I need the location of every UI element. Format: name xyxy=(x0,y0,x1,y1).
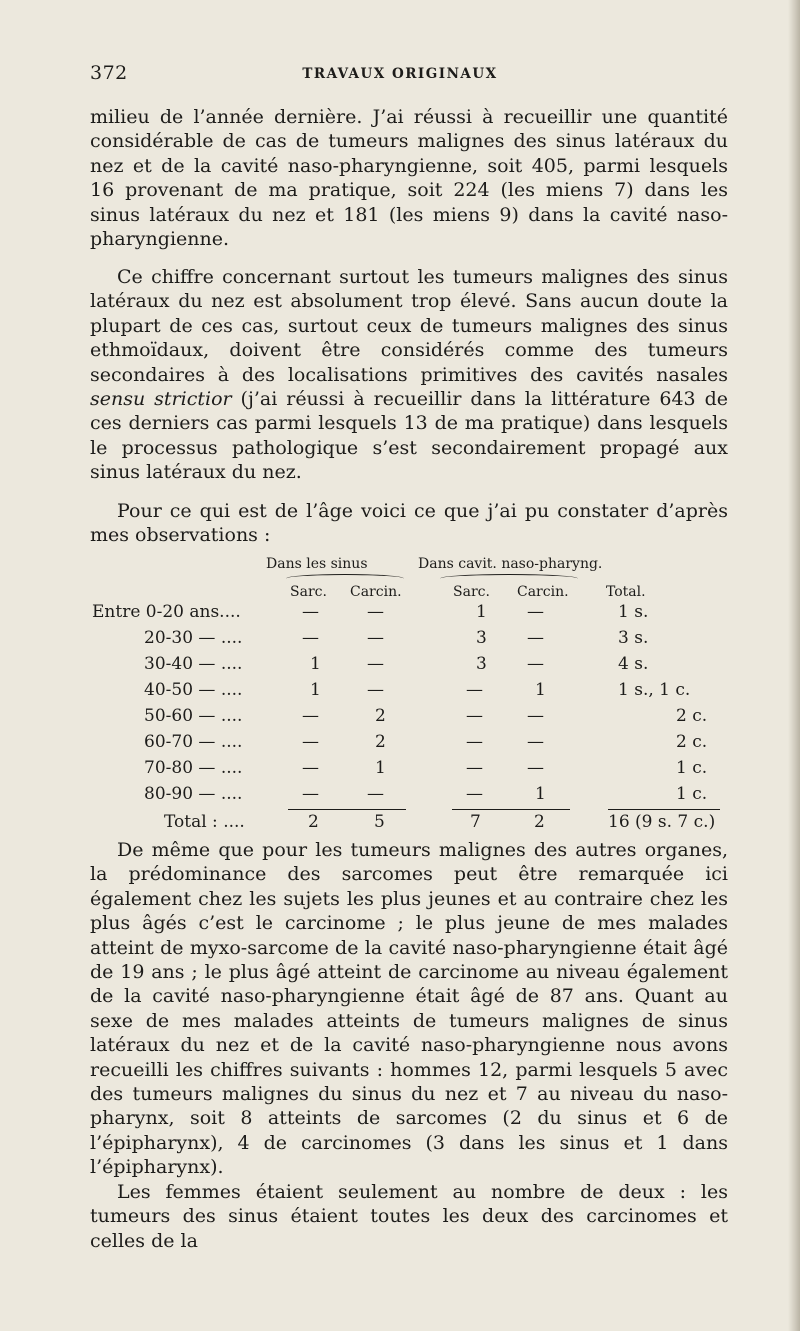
table-cell: — xyxy=(527,628,544,648)
table-cell: — xyxy=(466,784,483,804)
table-cell: 1 xyxy=(310,654,321,674)
table-total-cell: 7 xyxy=(470,812,481,832)
table-total-cell: 16 (9 s. 7 c.) xyxy=(608,812,716,832)
paragraph-2-main: Ce chiffre concernant surtout les tumeurs malignes des sinus latéraux du nez est absolument trop élevé. Sans aucun doute la plupart de ces cas, surtout ceux de tumeurs malignes des sinus ethmoïdaux, doivent être considérés comme des tumeurs secondaires à des localisations primitives des cavités nasales xyxy=(90,266,728,386)
table-cell: 3 s. xyxy=(618,628,649,648)
table-cell: 2 c. xyxy=(676,706,708,726)
table-row-label: 50-60 — .... xyxy=(144,706,243,726)
table-cell: 1 c. xyxy=(676,784,708,804)
table-total-cell: 2 xyxy=(534,812,545,832)
table-cell: — xyxy=(466,732,483,752)
table-cell: — xyxy=(302,784,319,804)
table-sub-header: Carcin. xyxy=(350,584,402,600)
table-total-cell: 2 xyxy=(308,812,319,832)
table-cell: — xyxy=(527,732,544,752)
table-sub-header: Carcin. xyxy=(517,584,569,600)
table-cell: — xyxy=(527,654,544,674)
paragraph-4: De même que pour les tumeurs malignes des autres organes, la prédominance des sarcomes peut être remarquée ici également chez les sujets les plus jeunes et au contraire chez les plus âgés c’est le carcinome ; le plus jeune de mes malades atteint de myxo-sarcome de la cavité naso-pharyngienne était âgé de 19 ans ; le plus âgé atteint de carcinome au niveau également de la cavité naso-pharyngienne était âgé de 87 ans. Quant au sexe de mes malades atteints de tumeurs malignes de sinus latéraux du nez et de la cavité naso-pharyngienne nous avons recueilli les chiffres suivants : hommes 12, parmi lesquels 5 avec des tumeurs malignes du sinus du nez et 7 au niveau du naso-pharynx, soit 8 atteints de sarcomes (2 du sinus et 6 de l’épipharynx), 4 de carcinomes (3 dans les sinus et 1 dans l’épipharynx). xyxy=(90,839,728,1179)
table-cell: — xyxy=(367,628,384,648)
table-cell: 2 xyxy=(375,706,386,726)
table-cell: — xyxy=(527,706,544,726)
table-cell: 3 xyxy=(476,628,487,648)
table-cell: 1 xyxy=(476,602,487,622)
table-row-label: Entre 0-20 ans.... xyxy=(92,602,241,622)
table-cell: — xyxy=(466,680,483,700)
table-total-cell: 5 xyxy=(374,812,385,832)
table-cell: — xyxy=(302,758,319,778)
nasopharynx-group-brace xyxy=(440,574,578,583)
paragraph-5: Les femmes étaient seulement au nombre de deux : les tumeurs des sinus étaient toutes les deux des carcinomes et celles de la xyxy=(90,1181,728,1252)
table-cell: — xyxy=(302,732,319,752)
paragraph-2-italic: sensu strictior xyxy=(90,388,232,411)
paragraph-2-rest: (j’ai réussi à recueillir dans la littérature 643 de ces derniers cas parmi lesquels 13 de ma pratique) dans lesquels le processus pathologique s’est secondairement propagé aux sinus latéraux du nez. xyxy=(90,388,728,484)
table-row-label: 80-90 — .... xyxy=(144,784,243,804)
table-cell: — xyxy=(367,654,384,674)
total-rule-total xyxy=(608,809,720,810)
table-cell: 3 xyxy=(476,654,487,674)
total-rule-nasopharynx xyxy=(452,809,570,810)
table-row-label: 70-80 — .... xyxy=(144,758,243,778)
table-cell: — xyxy=(302,706,319,726)
table-sub-header: Total. xyxy=(606,584,646,600)
table-cell: — xyxy=(527,758,544,778)
table-cell: 4 s. xyxy=(618,654,649,674)
paragraph-1: milieu de l’année dernière. J’ai réussi à recueillir une quantité considérable de cas de tumeurs malignes des sinus latéraux du nez et de la cavité naso-pharyngienne, soit 405, parmi lesquels 16 provenant de ma pratique, soit 224 (les miens 7) dans les sinus latéraux du nez et 181 (les miens 9) dans la cavité naso-pharyngienne. xyxy=(90,106,728,251)
table-cell: 2 c. xyxy=(676,732,708,752)
table-cell: 1 xyxy=(535,680,546,700)
sinus-group-brace xyxy=(286,574,404,583)
table-cell: 1 c. xyxy=(676,758,708,778)
table-cell: — xyxy=(367,680,384,700)
total-rule-sinus xyxy=(288,809,406,810)
table-sub-header: Sarc. xyxy=(290,584,327,600)
paragraph-2 xyxy=(90,265,728,485)
table-sub-header: Sarc. xyxy=(453,584,490,600)
table-cell: — xyxy=(367,602,384,622)
table-cell: 2 xyxy=(375,732,386,752)
table-cell: 1 s. xyxy=(618,602,649,622)
table-cell: — xyxy=(466,706,483,726)
page-edge-shadow xyxy=(788,0,800,1331)
table-cell: 1 xyxy=(310,680,321,700)
table-group-header-sinus: Dans les sinus xyxy=(266,556,368,572)
table-cell: 1 xyxy=(535,784,546,804)
table-cell: — xyxy=(527,602,544,622)
table-row-label: 20-30 — .... xyxy=(144,628,243,648)
page-number: 372 xyxy=(90,62,128,84)
table-cell: — xyxy=(466,758,483,778)
table-cell: — xyxy=(302,602,319,622)
table-group-header-nasopharynx: Dans cavit. naso-pharyng. xyxy=(418,556,603,572)
paragraph-3: Pour ce qui est de l’âge voici ce que j’ai pu constater d’après mes observations : xyxy=(90,500,728,547)
table-cell: 1 s., 1 c. xyxy=(618,680,691,700)
table-row-label: 60-70 — .... xyxy=(144,732,243,752)
table-cell: — xyxy=(367,784,384,804)
table-row-label: 40-50 — .... xyxy=(144,680,243,700)
table-cell: 1 xyxy=(375,758,386,778)
table-row-label: 30-40 — .... xyxy=(144,654,243,674)
table-total-label: Total : .... xyxy=(164,812,245,832)
running-head: TRAVAUX ORIGINAUX xyxy=(302,66,498,82)
table-cell: — xyxy=(302,628,319,648)
